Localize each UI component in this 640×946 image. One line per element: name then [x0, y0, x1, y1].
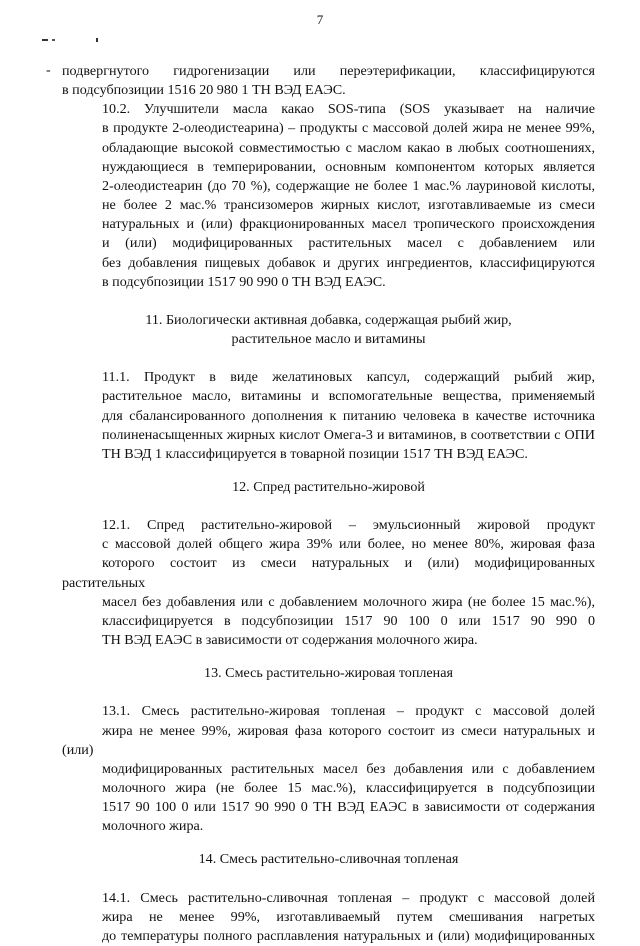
text-line: натуральных и (или) фракционированных масел тропического происхождения — [102, 216, 595, 233]
section-heading-14: 14. Смесь растительно-сливочная топленая — [198, 851, 459, 868]
text-line: без добавления пищевых добавок и других ингредиентов, классифицируются — [102, 254, 595, 271]
text-line: которого состоит из смеси натуральных и (или) модифицированных растительных — [62, 555, 595, 591]
scan-artifact-marks — [40, 35, 110, 45]
text-line: 10.2. Улучшители масла какао SOS-типа (SOS указывает на наличие — [102, 101, 595, 118]
text-line: не более 2 мас.% трансизомеров жирных кислот, изготавливаемые из смеси — [102, 197, 595, 214]
paragraph-continuation — [62, 62, 595, 100]
text-line: для сбалансированного дополнения к питанию человека в качестве источника — [102, 407, 595, 424]
document-body — [62, 62, 595, 946]
text-line: 13.1. Смесь растительно-жировая топленая – продукт с массовой долей — [102, 703, 595, 720]
paragraph-13-1 — [62, 702, 595, 836]
paragraph-11-1 — [62, 368, 595, 464]
section-heading-11 — [62, 311, 595, 349]
text-line: до температуры полного расплавления натуральных и (или) модифицированных — [102, 927, 595, 944]
text-line: ТН ВЭД ЕАЭС в зависимости от содержания молочного жира. — [102, 632, 478, 649]
text-line: 2-олеодистеарин (до 70 %), содержащие не более 1 мас.% лауриновой кислоты, — [102, 177, 595, 194]
text-line: 1517 90 100 0 или 1517 90 990 0 ТН ВЭД ЕАЭС в зависимости от содержания — [102, 799, 595, 816]
scan-dash-mark: - — [46, 63, 51, 78]
text-line: жира не менее 99%, жировая фаза которого состоит из смеси натуральных и (или) — [62, 722, 595, 758]
text-line: с массовой долей общего жира 39% или более, но менее 80%, жировая фаза — [102, 536, 595, 553]
text-line: жира не менее 99%, изготавливаемый путем смешивания нагретых — [102, 908, 595, 925]
text-line: 11.1. Продукт в виде желатиновых капсул, содержащий рыбий жир, — [102, 369, 595, 386]
text-line: молочного жира (не более 15 мас.%), классифицируется в подсубпозиции — [102, 780, 595, 796]
text-line: растительное масло, витамины и вспомогательные вещества, применяемый — [102, 388, 595, 405]
text-line: в подсубпозиции 1516 20 980 1 ТН ВЭД ЕАЭС. — [62, 82, 346, 99]
paragraph-10-2 — [62, 100, 595, 292]
paragraph-12-1 — [62, 516, 595, 650]
text-line: 14.1. Смесь растительно-сливочная топленая – продукт с массовой долей — [102, 889, 595, 906]
text-line: 11. Биологически активная добавка, содержащая рыбий жир, — [145, 311, 512, 328]
text-line: в продукте 2-олеодистеарина) – продукты с массовой долей жира не менее 99%, — [102, 120, 595, 137]
text-line: ТН ВЭД 1 классифицируется в товарной позиции 1517 ТН ВЭД ЕАЭС. — [102, 445, 528, 462]
text-line: обладающие высокой совместимостью с маслом какао в любых соотношениях, — [102, 139, 595, 156]
text-line: и (или) модифицированных растительных масел с добавлением или — [102, 235, 595, 252]
text-line: масел без добавления или с добавлением молочного жира (не более 15 мас.%), — [102, 593, 595, 610]
paragraph-14-1 — [62, 889, 595, 946]
text-line: нуждающиеся в темперировании, основным компонентом которых является — [102, 158, 595, 175]
text-line: полиненасыщенных жирных кислот Омега-3 и витаминов, в соответствии с ОПИ — [102, 426, 595, 443]
text-line: подвергнутого гидрогенизации или переэтерификации, классифицируются — [62, 63, 595, 79]
text-line: растительное масло и витамины — [231, 331, 426, 348]
page-number: 7 — [316, 12, 324, 27]
text-line: в подсубпозиции 1517 90 990 0 ТН ВЭД ЕАЭС. — [102, 273, 386, 290]
text-line: модифицированных растительных масел без добавления или с добавлением — [102, 760, 595, 777]
text-line: 12.1. Спред растительно-жировой – эмульсионный жировой продукт — [102, 517, 595, 534]
section-heading-13: 13. Смесь растительно-жировая топленая — [204, 665, 453, 682]
section-heading-12: 12. Спред растительно-жировой — [232, 478, 425, 495]
text-line: классифицируется в подсубпозиции 1517 90 100 0 или 1517 90 990 0 — [102, 612, 595, 629]
text-line: молочного жира. — [102, 818, 204, 835]
